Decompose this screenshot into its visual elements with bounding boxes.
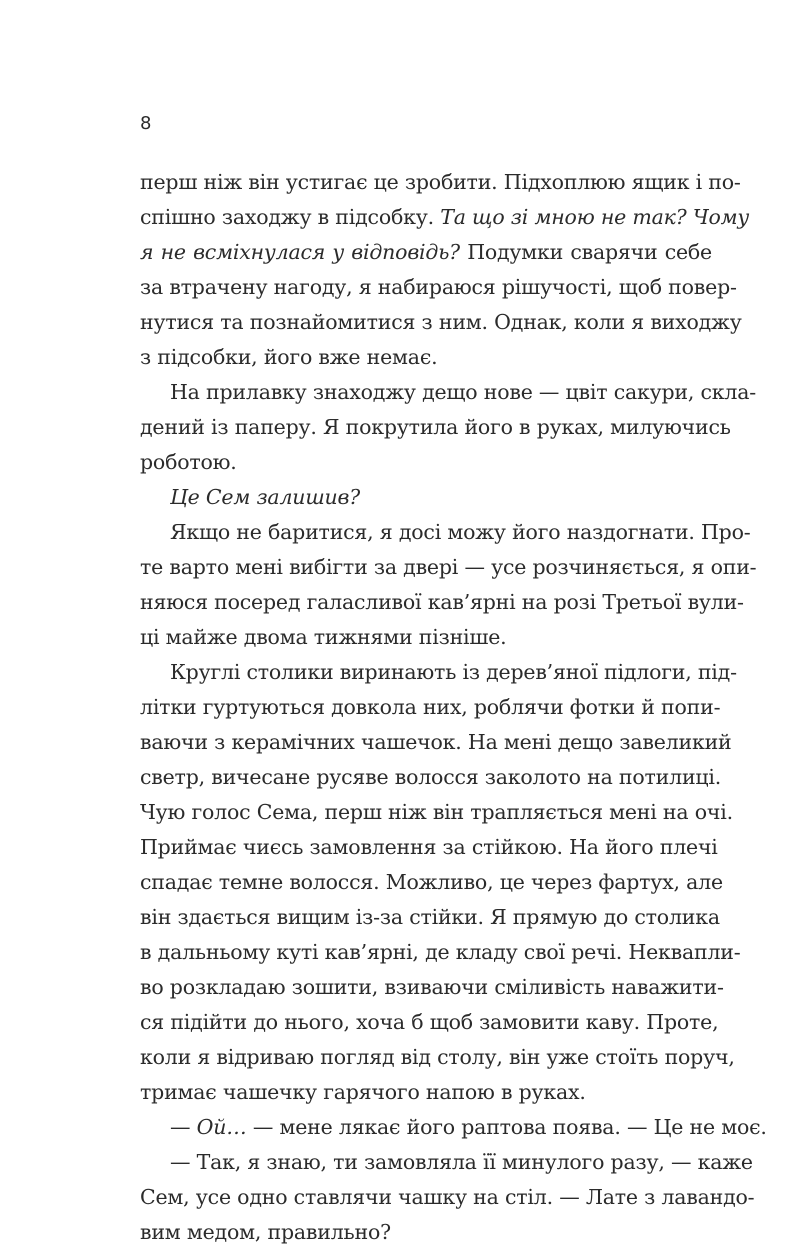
paragraph <box>140 480 712 515</box>
text-segment: перш ніж він устигає це зробити. Підхоплюю ящик і по- <box>140 170 741 194</box>
italic-text: Та що зі мною не так? Чому <box>440 205 750 229</box>
text-segment: тримає чашечку гарячого напою в руках. <box>140 1080 586 1104</box>
text-line <box>140 200 750 235</box>
text-segment: в дальньому куті кав’ярні, де кладу свої речі. Неквапли- <box>140 940 741 964</box>
text-line <box>140 305 742 340</box>
italic-text: Ой… <box>196 1115 247 1139</box>
paragraph <box>140 655 741 1110</box>
text-segment: Чую голос Сема, перш ніж він трапляється мені на очі. <box>140 800 733 824</box>
paragraph <box>140 165 750 375</box>
paragraph <box>140 1110 767 1145</box>
text-line <box>140 515 751 550</box>
paragraph <box>140 515 757 655</box>
text-segment: за втрачену нагоду, я набираюся рішучості, щоб повер- <box>140 275 737 299</box>
text-segment: Сем, усе одно ставлячи чашку на стіл. — Лате з лавандо- <box>140 1185 755 1209</box>
text-line <box>140 445 712 480</box>
text-line <box>140 165 741 200</box>
text-line <box>140 1145 753 1180</box>
text-segment: во розкладаю зошити, взиваючи сміливість наважити- <box>140 975 724 999</box>
text-line <box>140 235 712 270</box>
text-segment: він здається вищим із-за стійки. Я прямую до столика <box>140 905 720 929</box>
text-segment: літки гуртуються довкола них, роблячи фотки й попи- <box>140 695 721 719</box>
text-line <box>140 1075 712 1110</box>
paragraph <box>140 1145 755 1250</box>
page-number: 8 <box>140 113 152 134</box>
text-segment: — мене лякає його раптова поява. — Це не моє. <box>246 1115 767 1139</box>
text-segment: — <box>170 1115 197 1139</box>
text-line <box>140 340 712 375</box>
text-segment: Приймає чиєсь замовлення за стійкою. На його плечі <box>140 835 718 859</box>
text-line <box>140 690 721 725</box>
text-segment: спадає темне волосся. Можливо, це через фартух, але <box>140 870 723 894</box>
body-text <box>140 165 767 1250</box>
text-line <box>140 550 757 585</box>
text-segment: На прилавку знаходжу дещо нове — цвіт сакури, скла- <box>170 380 756 404</box>
text-line <box>140 585 744 620</box>
text-segment: няюся посеред галасливої кав’ярні на розі Третьої вули- <box>140 590 744 614</box>
text-segment: Круглі столики виринають із дерев’яної підлоги, під- <box>170 660 737 684</box>
text-segment: светр, вичесане русяве волосся заколото на потилиці. <box>140 765 722 789</box>
text-segment: — Так, я знаю, ти замовляла її минулого разу, — каже <box>170 1150 753 1174</box>
text-line <box>140 725 732 760</box>
text-segment: ся підійти до нього, хоча б щоб замовити каву. Проте, <box>140 1010 719 1034</box>
text-segment: те варто мені вибігти за двері — усе розчиняється, я опи- <box>140 555 757 579</box>
text-segment: спішно заходжу в підсобку. <box>140 205 441 229</box>
text-segment: ваючи з керамічних чашечок. На мені дещо завеликий <box>140 730 732 754</box>
text-segment: з підсобки, його вже немає. <box>140 345 438 369</box>
text-line <box>140 795 733 830</box>
text-line <box>140 760 722 795</box>
text-line <box>140 480 712 515</box>
text-segment: коли я відриваю погляд від столу, він уже стоїть поруч, <box>140 1045 735 1069</box>
text-line <box>140 1005 719 1040</box>
text-segment: вим медом, правильно? <box>140 1220 391 1244</box>
text-line <box>140 410 731 445</box>
text-line <box>140 1040 735 1075</box>
text-segment: Подумки сварячи себе <box>459 240 712 264</box>
text-line <box>140 620 712 655</box>
italic-text: я не всміхнулася у відповідь? <box>140 240 460 264</box>
text-segment: Якщо не баритися, я досі можу його наздогнати. Про- <box>170 520 751 544</box>
text-line <box>140 830 718 865</box>
text-line <box>140 270 737 305</box>
text-line <box>140 1110 767 1145</box>
text-line <box>140 655 737 690</box>
text-line <box>140 375 756 410</box>
text-line <box>140 1180 755 1215</box>
text-segment: дений із паперу. Я покрутила його в руках, милуючись <box>140 415 731 439</box>
text-segment: ці майже двома тижнями пізніше. <box>140 625 507 649</box>
paragraph <box>140 375 756 480</box>
text-segment: роботою. <box>140 450 237 474</box>
text-line <box>140 1215 712 1250</box>
italic-text: Це Сем залишив? <box>170 485 361 509</box>
text-line <box>140 970 724 1005</box>
text-line <box>140 900 720 935</box>
text-line <box>140 935 741 970</box>
text-segment: нутися та познайомитися з ним. Однак, коли я виходжу <box>140 310 742 334</box>
text-line <box>140 865 723 900</box>
